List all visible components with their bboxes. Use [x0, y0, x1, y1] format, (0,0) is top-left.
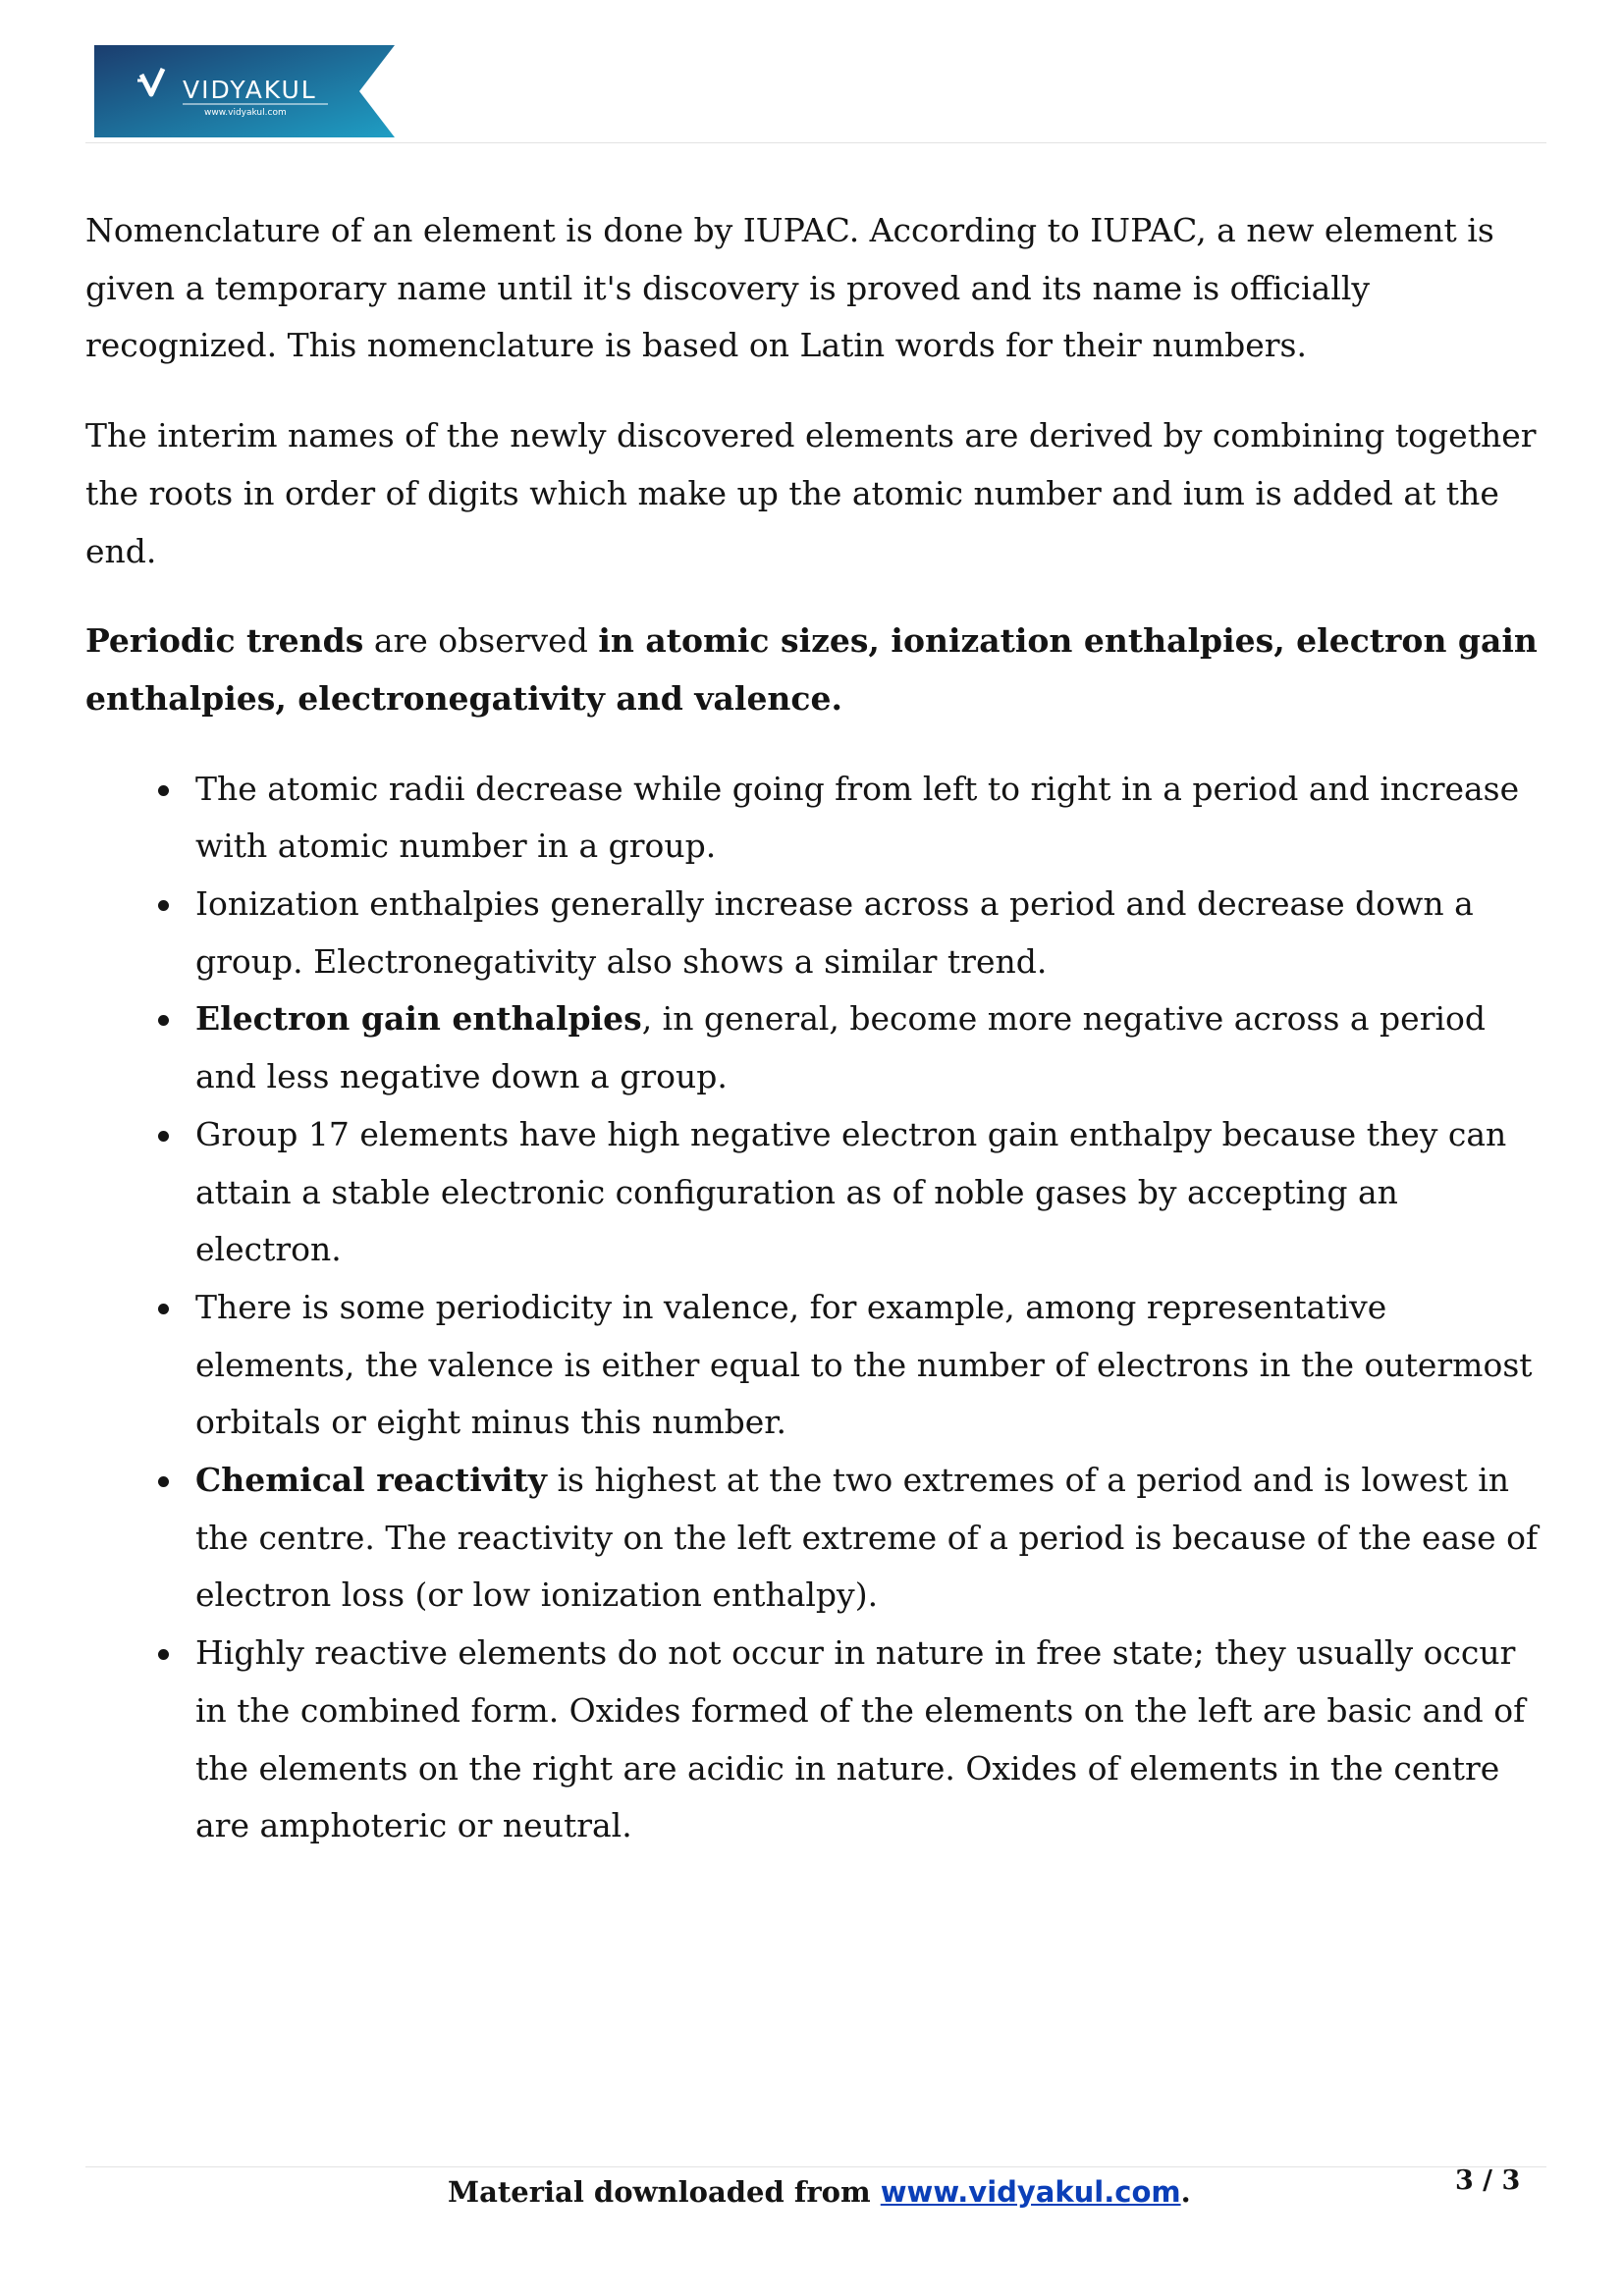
- list-item: Ionization enthalpies generally increase across a period and decrease down a group. Electronegativity also shows a similar trend.: [195, 876, 1548, 990]
- list-item: There is some periodicity in valence, for example, among representative elements, the valence is either equal to the number of electrons in the outermost orbitals or eight minus this number.: [195, 1279, 1548, 1452]
- logo-text: VIDYAKUL: [183, 76, 317, 104]
- footer-divider: [85, 2166, 1546, 2167]
- trends-middle: are observed: [363, 621, 599, 661]
- logo-banner: [94, 45, 395, 137]
- list-item: Electron gain enthalpies, in general, become more negative across a period and less negative down a group.: [195, 990, 1548, 1105]
- trends-list: [85, 761, 1548, 1855]
- document-body: [85, 202, 1548, 1855]
- footer-website-link[interactable]: www.vidyakul.com: [880, 2175, 1181, 2209]
- header-divider: [85, 142, 1546, 143]
- page-number: 3 / 3: [1455, 2165, 1521, 2196]
- footer-note: [448, 2172, 1191, 2212]
- footer-suffix: .: [1180, 2175, 1191, 2209]
- trends-bold-tail: in atomic sizes, ionization enthalpies, electron gain enthalpies, electronegativity and valence.: [85, 621, 1538, 718]
- logo-url: www.vidyakul.com: [204, 108, 287, 118]
- paragraph-interim-names: The interim names of the newly discovered elements are derived by combining together the roots in order of digits which make up the atomic number and ium is added at the end.: [85, 416, 1537, 570]
- vidyakul-logo: [94, 45, 395, 137]
- list-item: Highly reactive elements do not occur in nature in free state; they usually occur in the combined form. Oxides formed of the elements on the left are basic and of the elements on the right are acidic in nature. Oxides of elements in the centre are amphoteric or neutral.: [195, 1625, 1548, 1855]
- trends-bold-lead: Periodic trends: [85, 621, 364, 661]
- footer-prefix: Material downloaded from: [448, 2175, 881, 2209]
- paragraph-nomenclature: Nomenclature of an element is done by IUPAC. According to IUPAC, a new element is given a temporary name until it's discovery is proved and its name is officially recognized. This nomenclature is based on Latin words for their numbers.: [85, 211, 1494, 365]
- list-item: Group 17 elements have high negative electron gain enthalpy because they can attain a stable electronic configuration as of noble gases by accepting an electron.: [195, 1106, 1548, 1279]
- paragraph-periodic-trends: [85, 613, 1548, 727]
- list-item: Chemical reactivity is highest at the two extremes of a period and is lowest in the centre. The reactivity on the left extreme of a period is because of the ease of electron loss (or low ionization enthalpy).: [195, 1452, 1548, 1625]
- list-item: The atomic radii decrease while going from left to right in a period and increase with atomic number in a group.: [195, 761, 1548, 876]
